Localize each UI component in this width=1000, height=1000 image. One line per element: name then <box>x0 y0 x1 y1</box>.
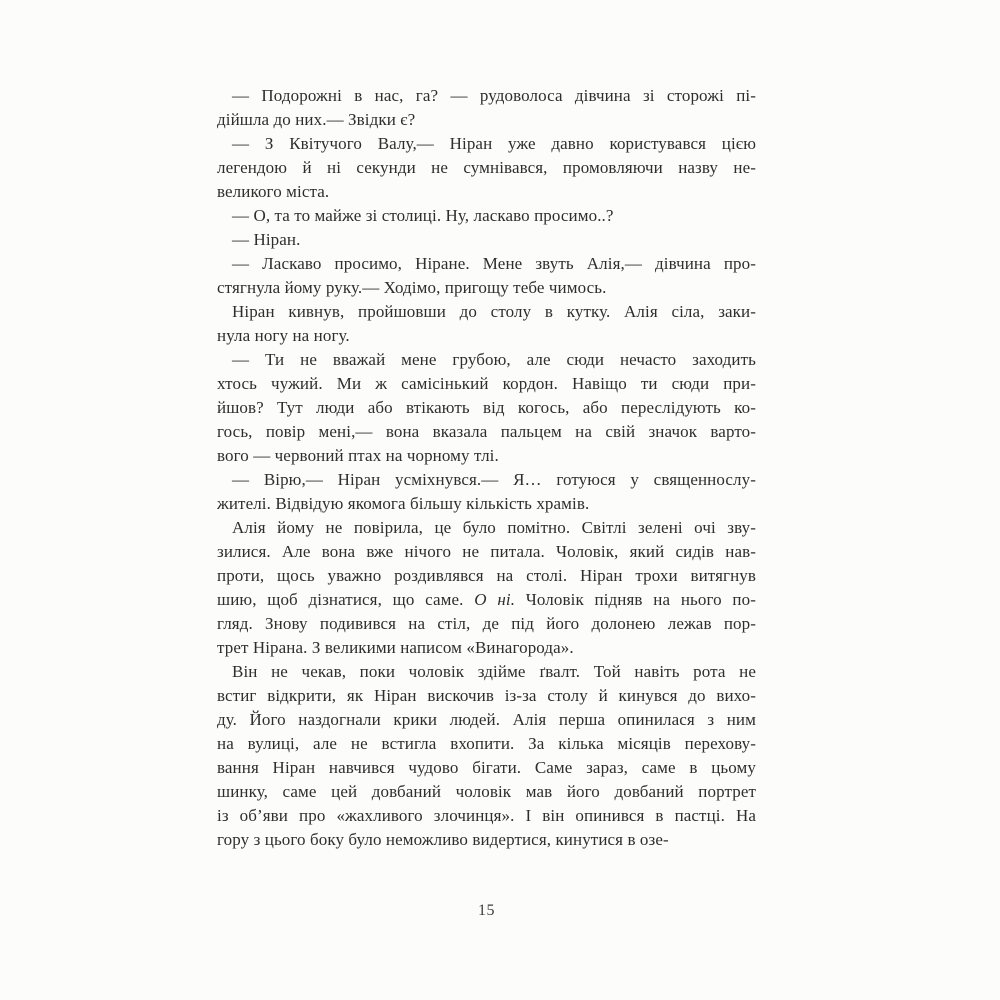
text-line: великого міста. <box>217 182 330 201</box>
page-number: 15 <box>478 902 495 919</box>
text-line: — Ти не вважай мене грубою, але сюди нечасто заходить <box>232 350 756 369</box>
text-line: гляд. Знову подивився на стіл, де під його долонею лежав пор- <box>217 614 756 633</box>
text-line: — О, та то майже зі столиці. Ну, ласкаво просимо..? <box>232 206 614 225</box>
paragraph <box>217 348 756 468</box>
text-line: трет Нірана. З великими написом «Винагорода». <box>217 638 574 657</box>
text-line: Ніран кивнув, пройшовши до столу в кутку. Алія сіла, заки- <box>232 302 756 321</box>
paragraph <box>217 228 756 252</box>
text-line: — Подорожні в нас, га? — рудоволоса дівчина зі сторожі пі- <box>232 86 756 105</box>
text-line: вого — червоний птах на чорному тлі. <box>217 446 499 465</box>
text-line: на вулиці, але не встигла вхопити. За кілька місяців перехову- <box>217 734 756 753</box>
text-line: легендою й ні секунди не сумнівався, промовляючи назву не- <box>217 158 756 177</box>
text-line: проти, щось уважно роздивлявся на столі. Ніран трохи витягнув <box>217 566 756 585</box>
text-line: — Ніран. <box>232 230 301 249</box>
paragraph <box>217 660 756 852</box>
text-line: — З Квітучого Валу,— Ніран уже давно користувався цією <box>232 134 756 153</box>
text-line: встиг відкрити, як Ніран вискочив із-за столу й кинувся до вихо- <box>217 686 756 705</box>
text-line: шию, щоб дізнатися, що саме. О ні. Чоловік підняв на нього по- <box>217 590 756 609</box>
text-line: вання Ніран навчився чудово бігати. Саме зараз, саме в цьому <box>217 758 756 777</box>
text-line: жителі. Відвідую якомога більшу кількість храмів. <box>217 494 590 513</box>
page-text <box>217 84 756 852</box>
text-line: ду. Його наздогнали крики людей. Алія перша опинилася з ним <box>217 710 756 729</box>
text-line: — Ласкаво просимо, Ніране. Мене звуть Алія,— дівчина про- <box>232 254 756 273</box>
text-line: дійшла до них.— Звідки є? <box>217 110 416 129</box>
text-line: йшов? Тут люди або втікають від когось, або переслідують ко- <box>217 398 756 417</box>
paragraph <box>217 468 756 516</box>
text-line: із об’яви про «жахливого злочинця». І він опинився в пастці. На <box>217 806 756 825</box>
paragraph <box>217 204 756 228</box>
text-line: стягнула йому руку.— Ходімо, пригощу тебе чимось. <box>217 278 607 297</box>
paragraph <box>217 516 756 660</box>
paragraph <box>217 252 756 300</box>
paragraph <box>217 300 756 348</box>
text-line: гору з цього боку було неможливо видертися, кинутися в озе- <box>217 830 669 849</box>
text-line: хтось чужий. Ми ж самісінький кордон. Навіщо ти сюди при- <box>217 374 756 393</box>
text-line: шинку, саме цей довбаний чоловік мав його довбаний портрет <box>217 782 756 801</box>
text-line: Він не чекав, поки чоловік здійме ґвалт. Той навіть рота не <box>232 662 756 681</box>
text-line: зилися. Але вона вже нічого не питала. Чоловік, який сидів нав- <box>217 542 756 561</box>
italic-text: О ні. <box>474 590 516 609</box>
text-line: Алія йому не повірила, це було помітно. Світлі зелені очі зву- <box>232 518 756 537</box>
text-line: нула ногу на ногу. <box>217 326 350 345</box>
text-line: гось, повір мені,— вона вказала пальцем на свій значок варто- <box>217 422 756 441</box>
paragraph <box>217 84 756 132</box>
text-line: — Вірю,— Ніран усміхнувся.— Я… готуюся у священнослу- <box>232 470 756 489</box>
paragraph <box>217 132 756 204</box>
